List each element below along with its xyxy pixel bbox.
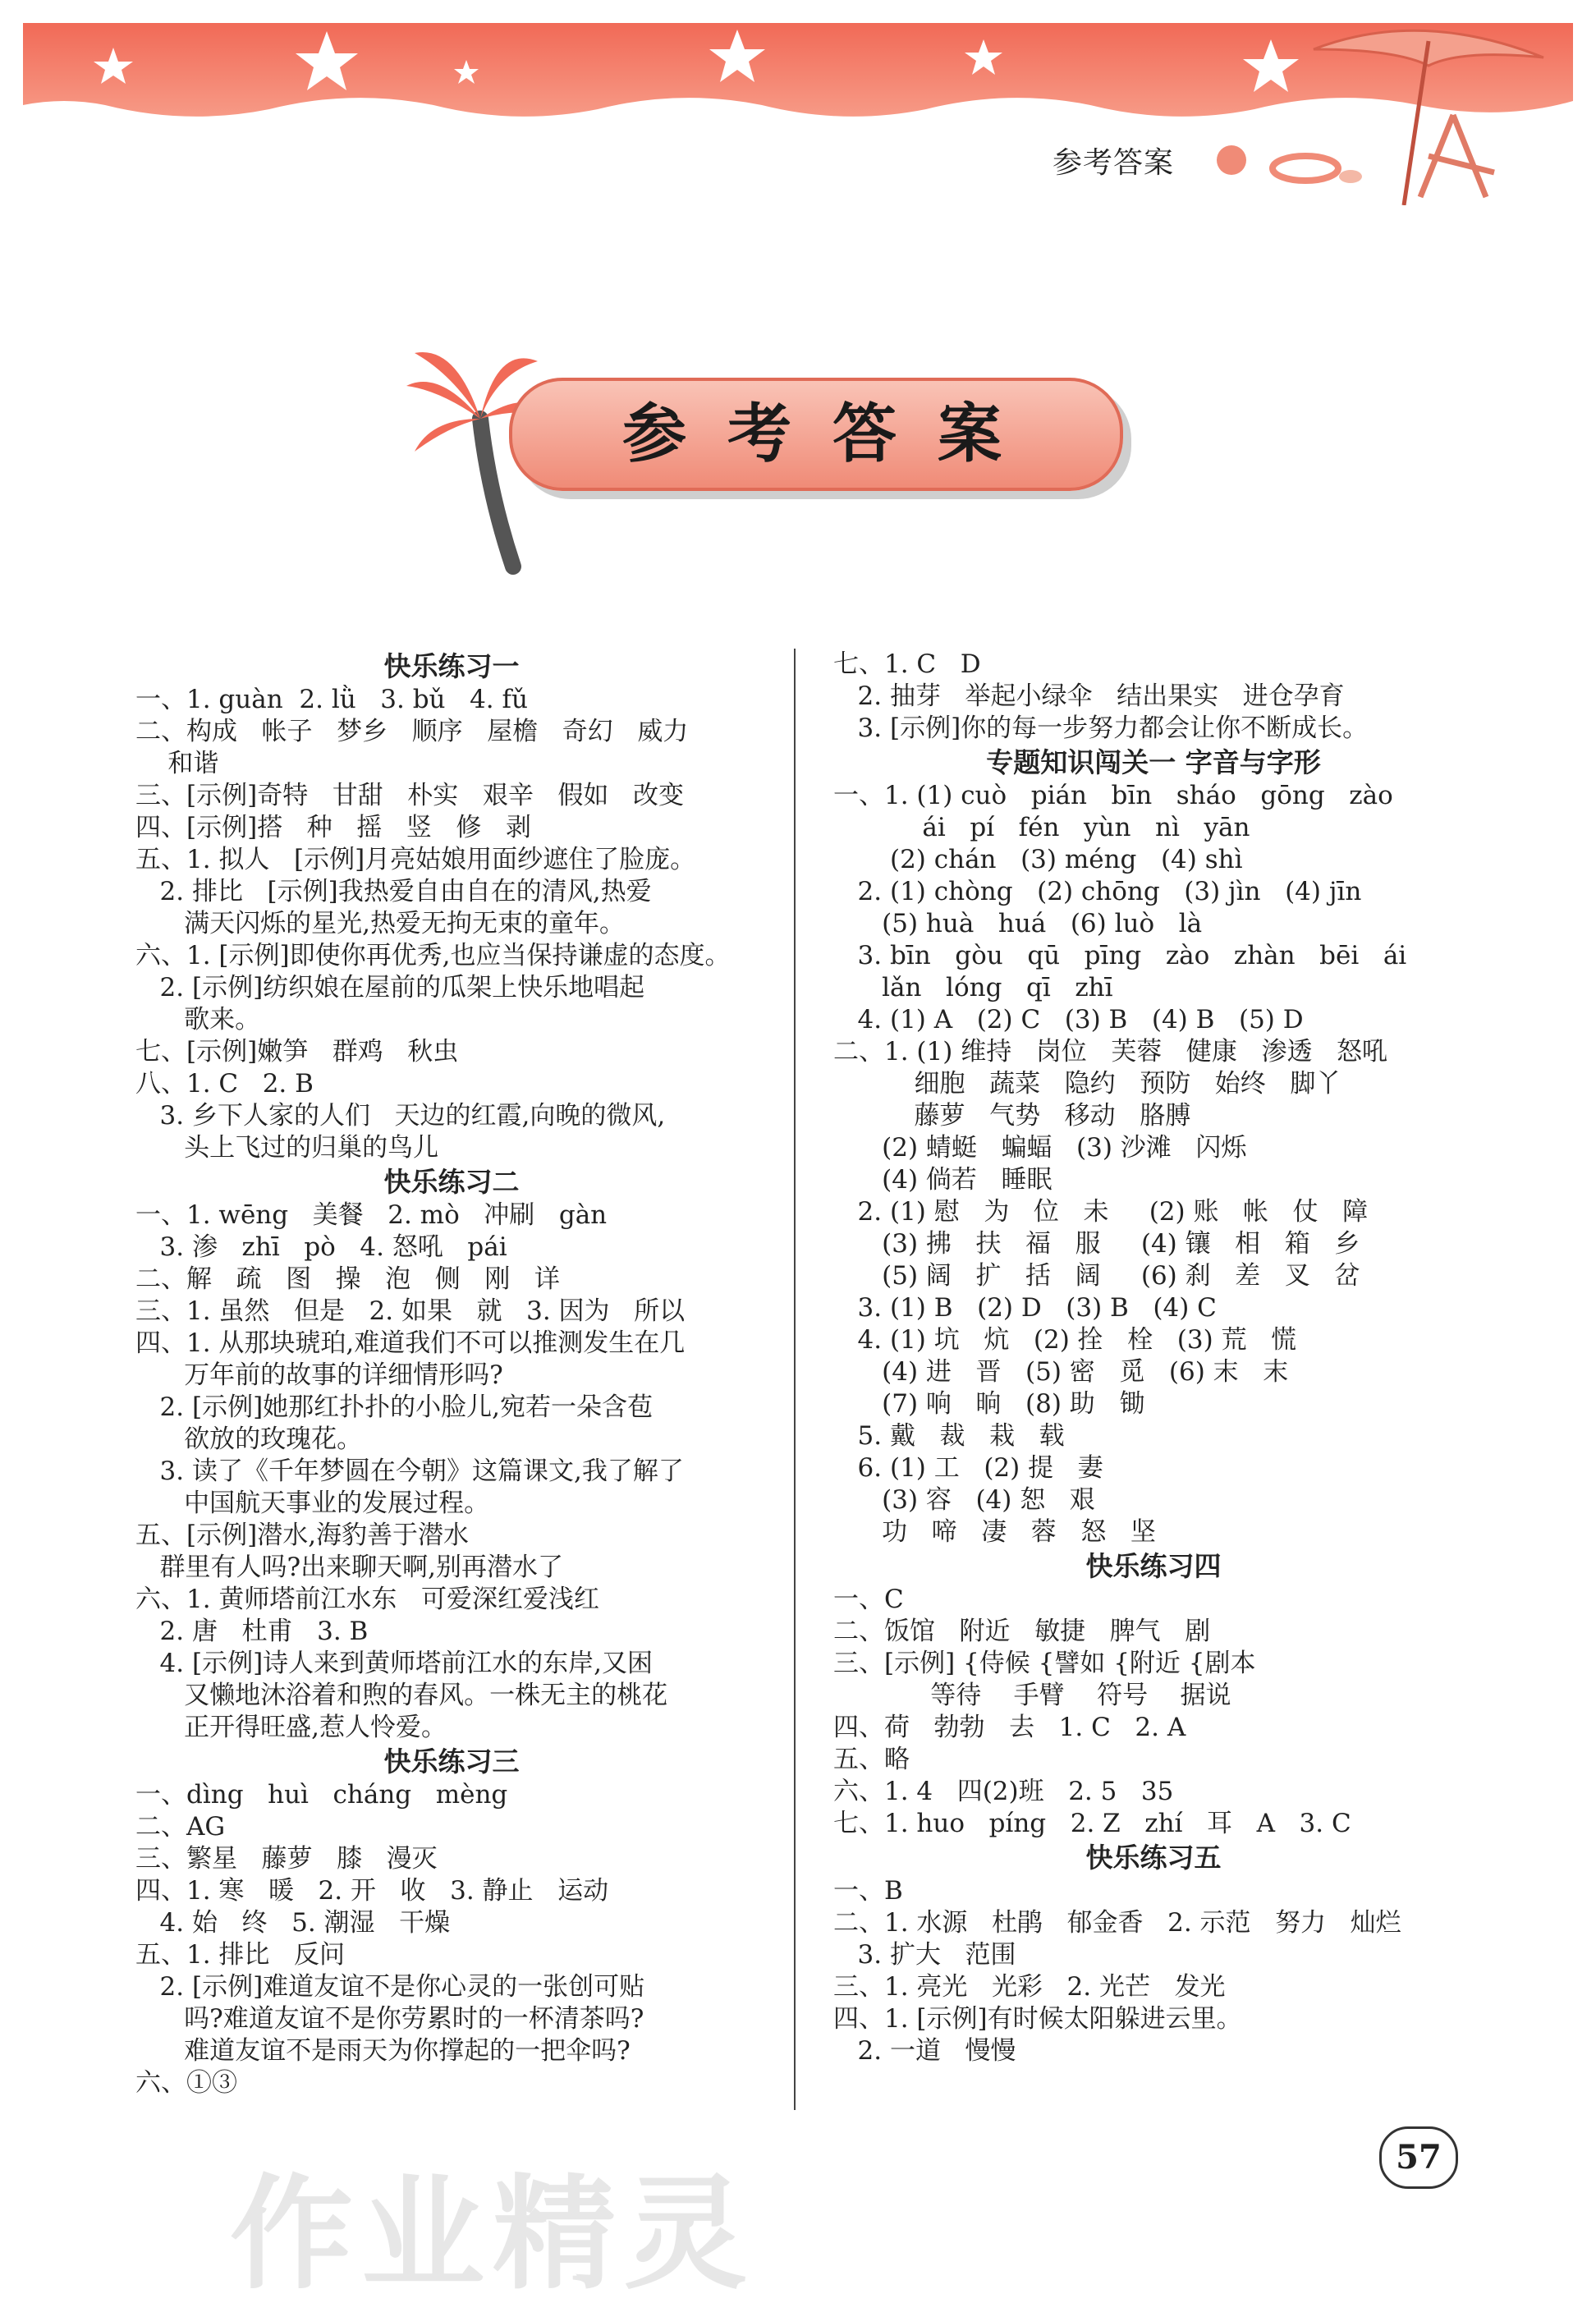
answer-line: 七、1. C D [833, 649, 981, 679]
answer-line: 四、荷 勃勃 去 1. C 2. A [833, 1713, 1186, 1742]
answer-line: 4. [示例]诗人来到黄师塔前江水的东岸,又困 [135, 1649, 654, 1678]
answer-line: 七、[示例]嫩笋 群鸡 秋虫 [135, 1037, 459, 1067]
answer-line: 四、1. 寒 暖 2. 开 收 3. 静止 运动 [135, 1876, 609, 1906]
answer-line: 4. (1) 坑 炕 (2) 拴 栓 (3) 荒 慌 [833, 1325, 1297, 1355]
answer-line: 二、1. (1) 维持 岗位 芙蓉 健康 渗透 怒吼 [833, 1037, 1388, 1067]
answer-line: 正开得旺盛,惹人怜爱。 [135, 1713, 447, 1742]
answer-line: 六、①③ [135, 2068, 237, 2098]
answer-line: 满天闪烁的星光,热爱无拘无束的童年。 [135, 909, 625, 938]
answer-line: (5) huà huá (6) luò là [833, 909, 1203, 938]
answer-line: 六、1. 黄师塔前江水东 可爱深红爱浅红 [135, 1585, 599, 1614]
answer-line: 2. 唐 杜甫 3. B [135, 1617, 369, 1646]
column-divider [794, 649, 796, 2110]
answer-line: 三、1. 虽然 但是 2. 如果 就 3. 因为 所以 [135, 1296, 686, 1326]
answer-line: 一、1. wēng 美餐 2. mò 冲刷 gàn [135, 1200, 608, 1230]
main-title: 参考答案 [621, 397, 1043, 471]
answer-line: 3. 读了《千年梦圆在今朝》这篇课文,我了解了 [135, 1456, 684, 1486]
answer-line: 一、1. guàn 2. lǜ 3. bǔ 4. fǔ [135, 685, 528, 714]
answer-line: 四、1. [示例]有时候太阳躲进云里。 [833, 2004, 1242, 2034]
answer-line: ái pí fén yùn nì yān [833, 813, 1250, 842]
answer-line: 歌来。 [135, 1005, 261, 1034]
answer-line: 2. (1) chòng (2) chōng (3) jìn (4) jīn [833, 877, 1362, 906]
answer-line: 细胞 蔬菜 隐约 预防 始终 脚丫 [833, 1069, 1341, 1099]
section-title: 快乐练习二 [383, 1166, 520, 1198]
answer-line: 六、1. [示例]即使你再优秀,也应当保持谦虚的态度。 [135, 941, 731, 970]
answer-line: 2. [示例]她那红扑扑的小脸儿,宛若一朵含苞 [135, 1392, 654, 1422]
answer-line: 一、C [833, 1585, 904, 1614]
answer-line: 3. 渗 zhī pò 4. 怒吼 pái [135, 1232, 507, 1262]
beach-umbrella-icon [1215, 16, 1585, 205]
answer-line: 等待 手臂 符号 据说 [833, 1681, 1231, 1710]
answer-line: 二、AG [135, 1812, 226, 1842]
right-column [833, 649, 1474, 2067]
answer-line: 欲放的玫瑰花。 [135, 1424, 363, 1454]
answer-line: 藤萝 气势 移动 胳膊 [833, 1101, 1191, 1131]
answer-line: (4) 倘若 睡眠 [833, 1165, 1053, 1195]
answer-line: (5) 阔 扩 括 阔 (6) 刹 差 叉 岔 [833, 1261, 1360, 1291]
answer-line: 四、1. 从那块琥珀,难道我们不可以推测发生在几 [135, 1328, 686, 1358]
answer-line: 八、1. C 2. B [135, 1069, 314, 1099]
answer-line: 四、[示例]搭 种 摇 竖 修 剥 [135, 813, 531, 842]
answer-line: (4) 进 晋 (5) 密 觅 (6) 末 末 [833, 1357, 1289, 1387]
section-title: 快乐练习一 [383, 650, 520, 682]
answer-line: 3. (1) B (2) D (3) B (4) C [833, 1293, 1217, 1323]
page-number: 57 [1379, 2126, 1458, 2189]
answer-line: (3) 容 (4) 恕 艰 [833, 1485, 1095, 1515]
answer-line: 群里有人吗?出来聊天啊,别再潜水了 [135, 1553, 564, 1582]
answer-line: 5. 戴 裁 栽 载 [833, 1421, 1065, 1451]
answer-line: 2. [示例]纺织娘在屋前的瓜架上快乐地唱起 [135, 973, 645, 1002]
answer-line: 功 啼 凄 蓉 怒 坚 [833, 1517, 1156, 1547]
answer-line: 难道友谊不是雨天为你撑起的一把伞吗? [135, 2036, 631, 2066]
section-title: 快乐练习五 [1085, 1842, 1222, 1874]
answer-line: 一、dìng huì cháng mèng [135, 1780, 508, 1810]
answer-line: 五、[示例]潜水,海豹善于潜水 [135, 1521, 470, 1550]
answer-line: 2. 抽芽 举起小绿伞 结出果实 进仓孕育 [833, 681, 1345, 711]
main-title-box [509, 378, 1123, 491]
answer-line: 三、繁星 藤萝 膝 漫灭 [135, 1844, 438, 1874]
answer-line: 五、1. 排比 反问 [135, 1940, 345, 1970]
answer-line: 2. (1) 慰 为 位 未 (2) 账 帐 仗 障 [833, 1197, 1369, 1227]
answer-line: 3. [示例]你的每一步努力都会让你不断成长。 [833, 713, 1369, 743]
watermark: 作业精灵 [230, 2163, 756, 2306]
answer-line: 4. (1) A (2) C (3) B (4) B (5) D [833, 1005, 1304, 1034]
answer-line: 6. (1) 工 (2) 提 妻 [833, 1453, 1103, 1483]
section-title: 快乐练习四 [1085, 1550, 1222, 1582]
answer-line: 2. [示例]难道友谊不是你心灵的一张创可贴 [135, 1972, 645, 2002]
answer-line: 五、略 [833, 1745, 910, 1774]
answer-line: 五、1. 拟人 [示例]月亮姑娘用面纱遮住了脸庞。 [135, 845, 696, 874]
answer-line: 吗?难道友谊不是你劳累时的一杯清茶吗? [135, 2004, 644, 2034]
left-column [135, 649, 768, 2099]
answer-line: 六、1. 4 四(2)班 2. 5 35 [833, 1777, 1174, 1806]
answer-line: 2. 一道 慢慢 [833, 2036, 1016, 2066]
answer-line: (2) 蜻蜓 蝙蝠 (3) 沙滩 闪烁 [833, 1133, 1247, 1163]
answer-line: 三、[示例]奇特 甘甜 朴实 艰辛 假如 改变 [135, 781, 684, 810]
answer-line: 一、1. (1) cuò pián bīn sháo gōng zào [833, 781, 1393, 810]
answer-line: 二、饭馆 附近 敏捷 脾气 剧 [833, 1617, 1211, 1646]
answer-line: 4. 始 终 5. 潮湿 干燥 [135, 1908, 451, 1938]
answer-line: 二、1. 水源 杜鹃 郁金香 2. 示范 努力 灿烂 [833, 1908, 1401, 1938]
answer-line: 3. 乡下人家的人们 天边的红霞,向晚的微风, [135, 1101, 666, 1131]
answer-line: 三、1. 亮光 光彩 2. 光芒 发光 [833, 1972, 1226, 2002]
answer-line: 3. 扩大 范围 [833, 1940, 1016, 1970]
header-title: 参考答案 [1053, 146, 1175, 180]
section-title: 专题知识闯关一 字音与字形 [986, 746, 1321, 778]
answer-line: 一、B [833, 1876, 903, 1906]
answer-line: 二、解 疏 图 操 泡 侧 刚 详 [135, 1264, 560, 1294]
answer-line: 二、构成 帐子 梦乡 顺序 屋檐 奇幻 威力 [135, 717, 689, 746]
answer-line: 又懒地沐浴着和煦的春风。一株无主的桃花 [135, 1681, 668, 1710]
answer-line: (2) chán (3) méng (4) shì [833, 845, 1243, 874]
answer-line: (3) 拂 扶 福 服 (4) 镶 相 箱 乡 [833, 1229, 1360, 1259]
section-title: 快乐练习三 [383, 1745, 520, 1778]
answer-line: 和谐 [135, 749, 219, 778]
answer-line: lǎn lóng qī zhī [833, 973, 1113, 1002]
answer-line: 中国航天事业的发展过程。 [135, 1489, 490, 1518]
answer-line: 2. 排比 [示例]我热爱自由自在的清风,热爱 [135, 877, 652, 906]
answer-line: (7) 响 晌 (8) 助 锄 [833, 1389, 1145, 1419]
answer-line: 头上飞过的归巢的鸟儿 [135, 1133, 439, 1163]
answer-line: 三、[示例] {侍候 {譬如 {附近 {剧本 [833, 1649, 1256, 1678]
answer-line: 七、1. huo píng 2. Z zhí 耳 A 3. C [833, 1809, 1351, 1838]
answer-line: 万年前的故事的详细情形吗? [135, 1360, 503, 1390]
answer-line: 3. bīn gòu qū pīng zào zhàn bēi ái [833, 941, 1407, 970]
